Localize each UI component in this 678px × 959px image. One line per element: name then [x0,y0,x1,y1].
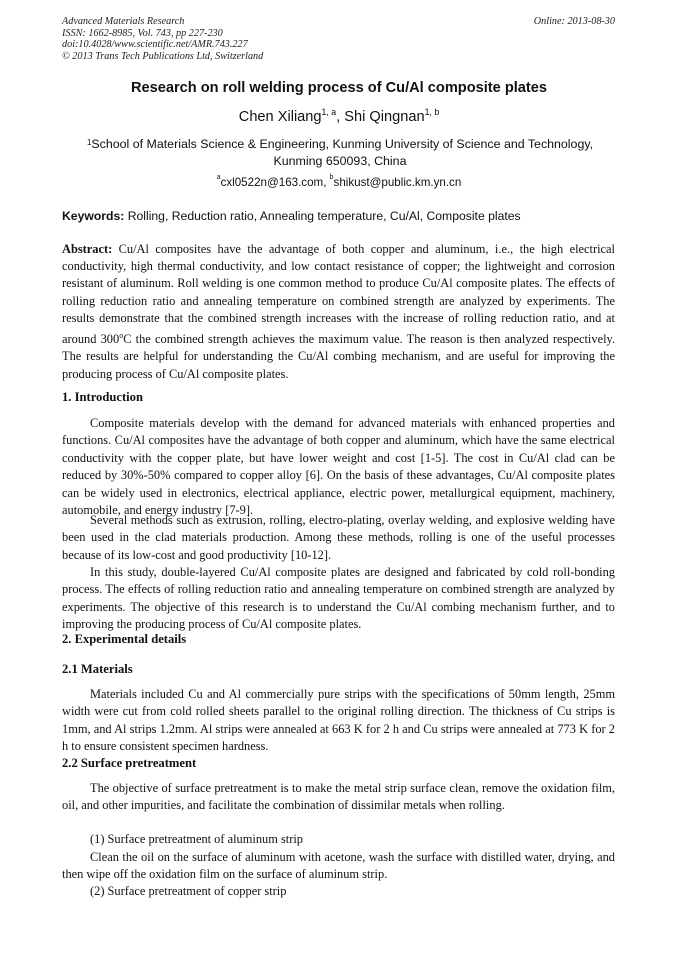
doi-line[interactable]: doi:10.4028/www.scientific.net/AMR.743.227 [62,39,248,50]
paragraph [62,686,615,756]
paragraph-text: In this study, double-layered Cu/Al composite plates are designed and fabricated by cold roll-bonding process. The effects of rolling reduction ratio and annealing temperature on combined strength are analyzed by experiments. The objective of this research is to understand the Cu/Al combing mechanism further, and to improving the producing process of Cu/Al composite plates. [62,565,615,632]
issn-line: ISSN: 1662-8985, Vol. 743, pp 227-230 [62,27,223,39]
author-superscript: 1, a [321,107,337,117]
degree-superscript: o [119,331,124,341]
keywords [62,209,617,223]
section-heading: 2. Experimental details [62,632,187,646]
affiliation-text: School of Materials Science & Engineering, Kunming University of Science and Technology, Kunming 650093, China [91,137,594,168]
journal-header [62,16,263,62]
list-item: (1) Surface pretreatment of aluminum strip [90,832,303,846]
online-date: Online: 2013-08-30 [533,16,615,27]
email-superscript: b [329,174,334,181]
paragraph [62,849,615,884]
email-address[interactable]: shikust@public.km.yn.cn [333,176,462,189]
keywords-label: Keywords: [62,209,125,223]
paragraph-text: Composite materials develop with the demand for advanced materials with enhanced properties and functions. Cu/Al composites have the advantage of both copper and aluminum, which have the same electrical conductivity with the copper plate, but have lower weight and cost [1-5]. The cost in Cu/Al clad can be reduced by 30%-50% compared to copper alloy [6]. On the basis of these advantages, Cu/Al composite plates can be widely used in electronics, electrical appliance, electric power, metallurgical equipment, machinery, automobile, and energy industry [7-9]. [62,416,615,518]
paragraph [62,564,615,634]
paragraph-text: Materials included Cu and Al commercially pure strips with the specifications of 50mm length, 25mm width were cut from cold rolled sheets parallel to the original rolling direction. The thickness of Cu strips is 1mm, and Al strips 1.2mm. Al strips were annealed at 663 K for 2 h and Cu strips were annealed at 773 K for 2 h to ensure consistent specimen hardness. [62,687,615,754]
list-item: (2) Surface pretreatment of copper strip [90,884,287,898]
paragraph-text: Clean the oil on the surface of aluminum with acetone, wash the surface with distilled water, drying, and then wipe off the oxidation film on the surface of aluminum strip. [62,850,615,882]
author-superscript: 1, b [424,107,440,117]
abstract-label: Abstract: [62,242,113,256]
paragraph-text: The objective of surface pretreatment is to make the metal strip surface clean, remove the oxidation film, oil, and other impurities, and facilitate the combination of dissimilar metals when rolling. [62,781,615,813]
author-emails: $^a$cxl0522n@163.com, $^b$shikust@public.km.yn.cn [216,174,462,189]
affiliation-superscript: 1 [86,138,92,147]
journal-name: Advanced Materials Research [62,16,185,27]
subsection-heading: 2.2 Surface pretreatment [62,756,197,770]
abstract-text: Cu/Al composites have the advantage of both copper and aluminum, i.e., the high electrical conductivity, high thermal conductivity, and low contact resistance of copper; the lightweight and corrosion resistant of aluminum. Roll welding is one common method to produce Cu/Al composite plates. The effects of rolling reduction ratio and annealing temperature on combined strength are analyzed by experiments. The results demonstrate that the combined strength increases with the increase of rolling reduction ratio, and at around 300 [62,242,615,347]
author-name: Chen Xiliang [238,109,322,125]
author-list: Chen Xiliang$^{1, a}$, Shi Qingnan$^{1, b}$ [238,107,440,125]
author-name: Shi Qingnan [344,109,425,125]
subsection-heading: 2.1 Materials [62,662,133,676]
abstract-text: C the combined strength achieves the maximum value. The reason is then analyzed respectively. The results are helpful for understanding the Cu/Al combing mechanism, and are useful for improving the producing process of Cu/Al composite plates. [62,332,615,381]
paragraph [62,780,615,815]
copyright-line: © 2013 Trans Tech Publications Ltd, Switzerland [62,50,264,62]
paper-title: Research on roll welding process of Cu/Al composite plates [130,80,547,96]
affiliation [70,136,610,169]
email-superscript: a [216,174,221,181]
abstract [62,241,615,383]
paragraph-text: Several methods such as extrusion, rolling, electro-plating, overlay welding, and explosive welding have been used in the clad materials production. Among these methods, rolling is one of the useful processes because of its low-cost and good productivity [10-12]. [62,513,615,562]
paragraph [62,512,615,564]
section-heading: 1. Introduction [62,390,143,404]
email-address[interactable]: cxl0522n@163.com [220,176,324,189]
keywords-text: Rolling, Reduction ratio, Annealing temperature, Cu/Al, Composite plates [127,209,521,223]
paragraph [62,415,615,519]
